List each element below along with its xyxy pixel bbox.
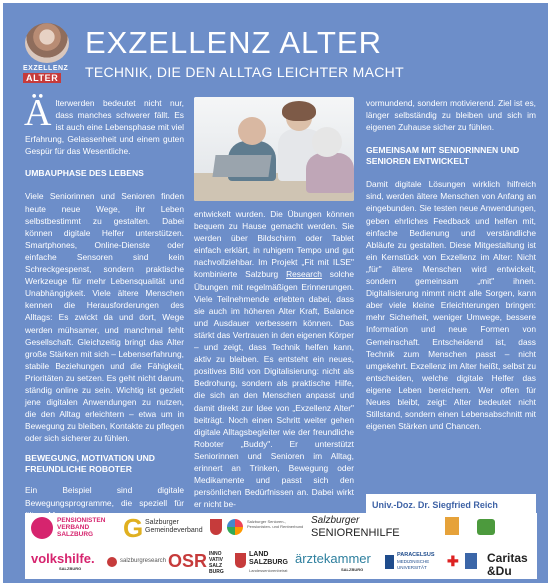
masthead <box>3 3 548 91</box>
land-salzburg-logo-text-2: SALZBURG <box>249 559 288 566</box>
intro-paragraph: Älterwerden bedeutet nicht nur, dass manches schwerer fällt. Es ist auch eine Lebensphase mit viel Erfahrung, Gelassenheit und einem guten Gespür für das Wesentliche. <box>24 92 184 157</box>
paracelsus-logo-text-1: PARACELSUS <box>397 552 435 558</box>
paragraph-umbauphase: Viele Seniorinnen und Senioren finden heute neue Wege, ihr Leben selbstbestimmt zu gestalten. Dabei können digitale Helfer unterstützen. Smartphones, Online-Dienste oder einfache Sensoren sind kein Schreckgespenst, sondern praktische Werkzeuge für mehr Lebensqualität und Unabhängigkeit. Viele ältere Menschen kennen die Herausforderungen des Alltags: Es zwickt da und dort, Wege werden mühsamer, und manchmal fehlt Gesellschaft. Gleichzeitig bringt das Alter große Stärken mit sich – Lebenserfahrung, stabile Beziehungen und die Fähigkeit, Prioritäten zu setzen. Es geht nicht darum, ständig online zu sein. Wichtig ist gezielt jene digitalen Anwendungen zu nutzen, die den Alltag erleichtern – etwa um in Bewegung zu bleiben, Kontakte zu pflegen oder sich sicherer zu fühlen. <box>25 191 184 444</box>
seniorenhilfe-logo-text-1: Salzburger <box>311 515 360 526</box>
gemeindeverband-logo-text-2: Gemeindeverband <box>145 527 203 534</box>
seniorenhilfe-logo-text-2: SENIORENHILFE <box>311 527 400 539</box>
innovativ-logo-text-3: SALZ <box>209 563 223 569</box>
pensionisten-logo-text-1: PENSIONISTEN <box>57 517 106 524</box>
land-salzburg-logo-text-1: LAND <box>249 551 269 558</box>
paragraph-continuation: vormundend, sondern motivierend. Ziel ist es, länger selbständig zu bleiben und sich im eigenen Zuhause sicher zu fühlen. <box>366 98 536 133</box>
partner-logos-strip <box>25 513 537 579</box>
drop-cap: Ä <box>24 92 52 134</box>
innovativ-logo-text-2: VATIV <box>209 557 223 563</box>
innovativ-logo-text-4: BURG <box>209 569 224 575</box>
aerztekammer-logo-sub: SALZBURG <box>341 567 364 572</box>
logo-alter-badge: ALTER <box>23 73 61 83</box>
innovativ-logo-text-1: INNO <box>209 551 222 557</box>
volkshilfe-logo-sub: SALZBURG <box>59 566 82 571</box>
pensionisten-logo-mark <box>31 517 53 539</box>
magazine-page <box>3 3 548 583</box>
pensionisten-logo-text-2: VERBAND <box>57 524 90 531</box>
partner-logo-small-2 <box>477 519 495 535</box>
research-link[interactable]: Research <box>286 269 322 280</box>
logo-wordmark: EXZELLENZ <box>23 65 69 72</box>
pensionisten-logo-text-3: SALZBURG <box>57 531 94 538</box>
land-salzburg-logo-sub: Landesseniorenbeirat <box>249 568 288 573</box>
paracelsus-logo-text-2: MEDIZINISCHE <box>397 559 430 564</box>
author-name: Univ.-Doz. Dr. Siegfried Reich <box>372 500 498 510</box>
red-cross-icon: ✚ <box>447 553 459 569</box>
seniors-laptop-photo <box>194 97 354 201</box>
research-logo-mark <box>107 557 117 567</box>
page-subtitle: TECHNIK, DIE DEN ALLTAG LEICHTER MACHT <box>85 64 404 80</box>
paracelsus-logo-mark <box>385 555 394 569</box>
gemeindeverband-logo-text-1: Salzburger <box>145 519 179 526</box>
crest-icon <box>210 519 222 535</box>
senioren-bund-logo-text: Salzburger Senioren-, Pensionisten- und Rentnerbund <box>247 519 304 529</box>
heading-gemeinsam: GEMEINSAM MIT SENIORINNEN UND SENIOREN ENTWICKELT <box>366 145 520 167</box>
column-2 <box>194 208 354 510</box>
senioren-bund-logo-mark <box>227 519 243 535</box>
heading-umbauphase: UMBAUPHASE DES LEBENS <box>25 168 144 179</box>
paragraph-gemeinsam: Damit digitale Lösungen wirklich hilfreich sind, werden ältere Menschen von Anfang an eingebunden. Sie testen neue Anwendungen, geben ehrliches Feedback und helfen mit, einfache Bedienung und verständliche Abläufe zu gestalten. Diese Mitgestaltung ist ein Kernstück von Exzellenz im Alter: Nicht „für" ältere Menschen wird entwickelt, sondern gemeinsam „mit" ihnen. Digitalisierung nimmt nicht alle Sorgen, kann aber viele kleine Erleichterungen bringen: mehr Sicherheit, weniger Umwege, bessere Information und neue Formen von Gemeinschaft. Entscheidend ist, dass Technik zum Menschen passt – nicht umgekehrt. Exzellenz im Alter heißt, selbst zu entscheiden, welche digitale Helfer das eigene Leben bereichern. Wer offen für Neues bleibt, zeigt: Alter bedeutet nicht Stillstand, sondern einen Lebensabschnitt mit eigenen Stärken und Chancen. <box>366 179 536 432</box>
paragraph-bewegung-start: Ein Beispiel sind digitale Bewegungsprogramme, die speziell für <box>25 485 184 508</box>
paragraph-projekt: entwickelt wurden. Die Übungen können bequem zu Hause gemacht werden. Sie werden über Bildschirm oder Tablet einfach erklärt, in ruhigem Tempo und gut nachvollziehbar. Im Projekt „Fit mit ILSE" kombinierte Salzburg Research solche Übungen mit regelmäßigen Erinnerungen. Viele Teilnehmende erlebten dabei, dass sie auch im höheren Alter Kraft, Balance und Ausdauer verbessern können. Das stärkt das Vertrauen in den eigenen Körper – und zeigt, dass Technik helfen kann, aktiv zu bleiben. Es entsteht ein neues, positives Bild von Digitalisierung: nicht als Bedrohung, sondern als praktische Hilfe, die sich an den Menschen anpasst und damit direkt zur Idee von „Exzellenz Alter" beiträgt. Noch einen Schritt weiter gehen digitale Alltagsbegleiter wie der freundliche Roboter „Buddy". Er unterstützt Seniorinnen und Senioren im Alltag, erinnert an Trinken, Bewegung oder Medikamente und passt sich den persönlichen Bedürfnissen an. Dabei wirkt er nicht be- <box>194 209 354 510</box>
partner-logo-small-3 <box>465 553 477 569</box>
volkshilfe-logo-text: volkshilfe. <box>31 551 95 566</box>
column-1 <box>24 92 184 521</box>
osr-logo-text: OSR <box>168 551 208 571</box>
paracelsus-logo-text-3: UNIVERSITÄT <box>397 565 427 570</box>
gemeindeverband-logo-mark: G <box>123 513 144 543</box>
caritas-logo-text-2: &Du <box>487 564 512 578</box>
heading-bewegung: BEWEGUNG, MOTIVATION UND FREUNDLICHE ROBOTER <box>25 453 156 475</box>
column-3 <box>366 97 536 432</box>
caritas-logo-text-1: Caritas <box>487 551 528 565</box>
aerztekammer-logo-text: ärztekammer <box>295 551 371 566</box>
partner-logo-small-1 <box>445 517 459 535</box>
land-salzburg-crest-icon <box>235 553 246 568</box>
logo-portrait-image <box>25 23 69 63</box>
research-logo-text: salzburgresearch <box>120 558 167 564</box>
page-title: EXZELLENZ ALTER <box>85 25 382 60</box>
